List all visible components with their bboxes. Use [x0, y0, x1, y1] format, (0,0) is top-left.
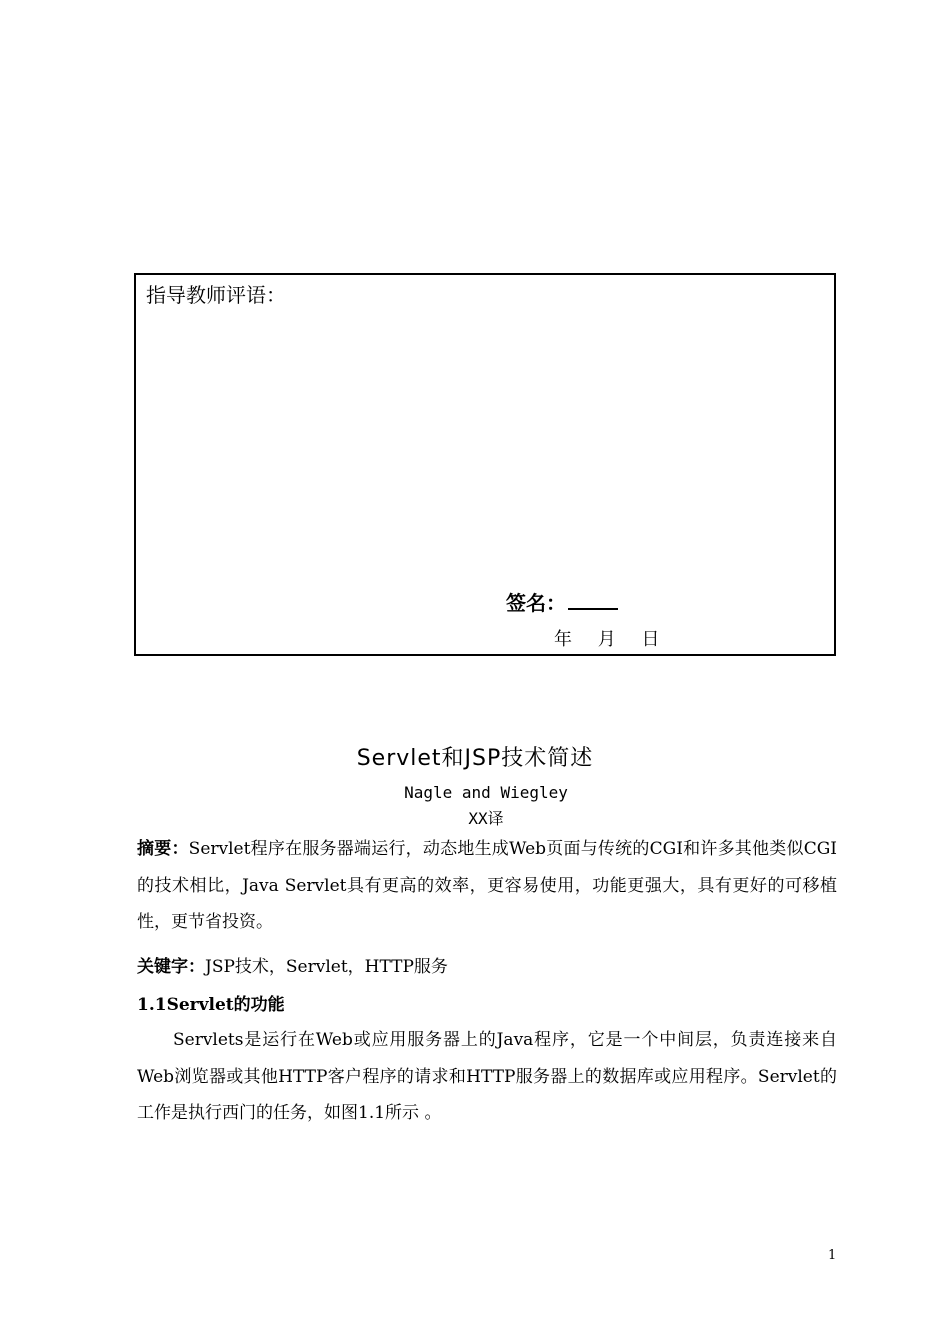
abstract-label: 摘要： [137, 839, 189, 859]
signature-line [506, 587, 618, 616]
section-body: Servlets是运行在Web或应用服务器上的Java程序，它是一个中间层，负责连接来自Web浏览器或其他HTTP客户程序的请求和HTTP服务器上的数据库或应用程序。Servlet的工作是执行西门的任务，如图1.1所示 。 [137, 1030, 837, 1123]
paper-translator: XX译 [468, 809, 504, 828]
keywords-text: JSP技术，Servlet，HTTP服务 [205, 957, 448, 977]
date-line [554, 625, 679, 651]
date-day: 日 [641, 629, 660, 650]
page-number: 1 [828, 1248, 837, 1263]
keywords-label: 关键字： [137, 957, 205, 977]
abstract [137, 831, 837, 941]
section-heading: 1.1Servlet的功能 [137, 995, 285, 1015]
abstract-text: Servlet程序在服务器端运行，动态地生成Web页面与传统的CGI和许多其他类似CGI的技术相比，Java Servlet具有更高的效率，更容易使用，功能更强大，具有更好的可移植性，更节省投资。 [137, 839, 837, 932]
paper-title: Servlet和JSP技术简述 [356, 746, 594, 771]
instructor-comment-box [134, 273, 836, 656]
date-year: 年 [554, 629, 572, 650]
signature-label: 签名： [506, 591, 566, 615]
paper-authors: Nagle and Wiegley [404, 783, 568, 802]
date-month: 月 [597, 629, 616, 650]
signature-blank [568, 594, 618, 610]
comment-label: 指导教师评语： [146, 283, 286, 307]
keywords [137, 949, 837, 986]
